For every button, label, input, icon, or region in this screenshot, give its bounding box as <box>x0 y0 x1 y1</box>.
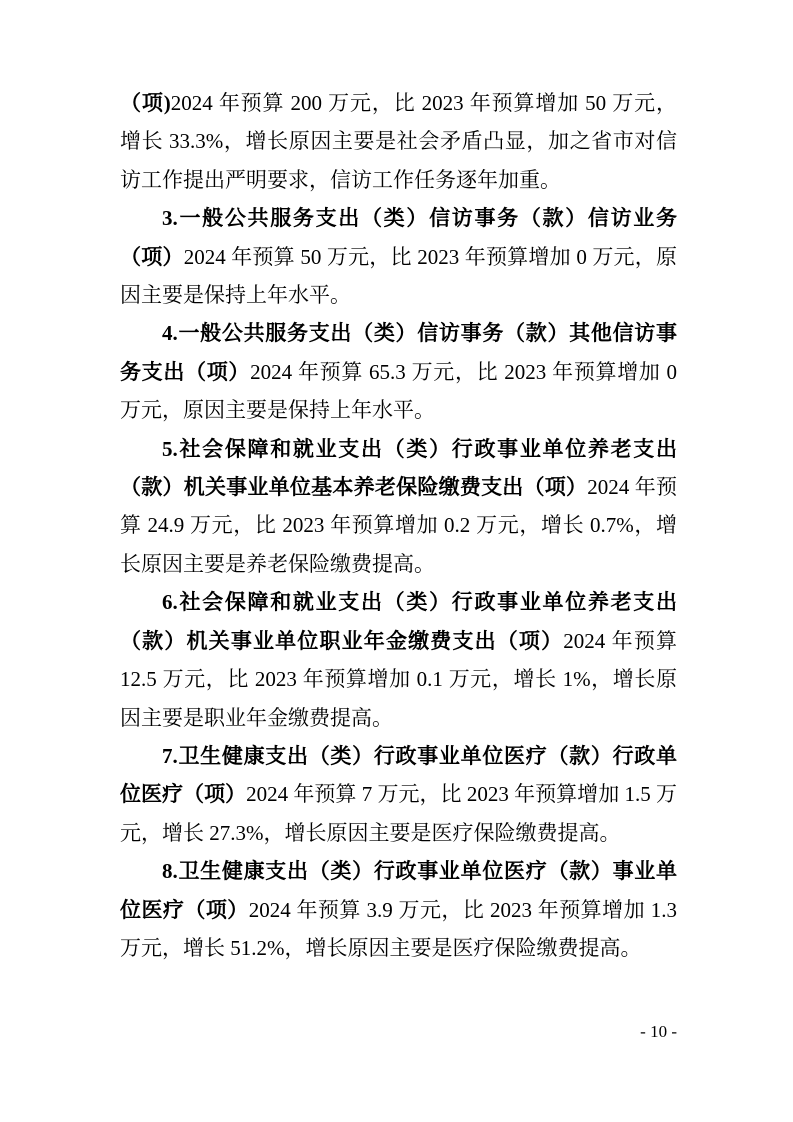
budget-item-paragraph-3 <box>120 199 677 314</box>
paragraph-lead-bold: 6.社会保障和就业支出（类）行政事业单位养老支出（款）机关事业单位职业年金缴费支出（项） <box>120 590 677 653</box>
paragraph-lead-bold: 7.卫生健康支出（类）行政事业单位医疗（款）行政单位医疗（项） <box>120 743 677 807</box>
paragraph-body-text: 2024 年预算 200 万元，比 2023 年预算增加 50 万元，增长 33.3%，增长原因主要是社会矛盾凸显，加之省市对信访工作提出严明要求，信访工作任务逐年加重。 <box>120 91 677 192</box>
budget-item-paragraph-5 <box>120 430 677 584</box>
page-number: - 10 - <box>640 1022 677 1041</box>
paragraph-lead-bold: 5.社会保障和就业支出（类）行政事业单位养老支出（款）机关事业单位基本养老保险缴费支出（项） <box>120 436 677 500</box>
budget-item-paragraph-8 <box>120 852 677 967</box>
document-body <box>120 84 677 967</box>
budget-item-paragraph-7 <box>120 737 677 852</box>
paragraph-body-text: 2024 年预算 24.9 万元，比 2023 年预算增加 0.2 万元，增长 0.7%，增长原因主要是养老保险缴费提高。 <box>120 475 678 576</box>
budget-item-paragraph-4 <box>120 314 677 429</box>
budget-item-paragraph-6 <box>120 583 677 737</box>
paragraph-lead-bold: （项) <box>120 91 171 115</box>
paragraph-body-text: 2024 年预算 3.9 万元，比 2023 年预算增加 1.3 万元，增长 51.2%，增长原因主要是医疗保险缴费提高。 <box>120 897 677 960</box>
budget-item-paragraph-continuation <box>120 84 677 199</box>
paragraph-lead-bold: 3.一般公共服务支出（类）信访事务（款）信访业务（项） <box>120 206 677 269</box>
paragraph-body-text: 2024 年预算 65.3 万元，比 2023 年预算增加 0 万元，原因主要是保持上年水平。 <box>120 359 677 423</box>
paragraph-lead-bold: 8.卫生健康支出（类）行政事业单位医疗（款）事业单位医疗（项） <box>120 859 677 922</box>
paragraph-lead-bold: 4.一般公共服务支出（类）信访事务（款）其他信访事务支出（项） <box>120 321 677 384</box>
paragraph-body-text: 2024 年预算 12.5 万元，比 2023 年预算增加 0.1 万元，增长 1%，增长原因主要是职业年金缴费提高。 <box>120 628 678 730</box>
paragraph-body-text: 2024 年预算 7 万元，比 2023 年预算增加 1.5 万元，增长 27.3%，增长原因主要是医疗保险缴费提高。 <box>120 782 678 845</box>
paragraph-body-text: 2024 年预算 50 万元，比 2023 年预算增加 0 万元，原因主要是保持上年水平。 <box>120 244 678 308</box>
